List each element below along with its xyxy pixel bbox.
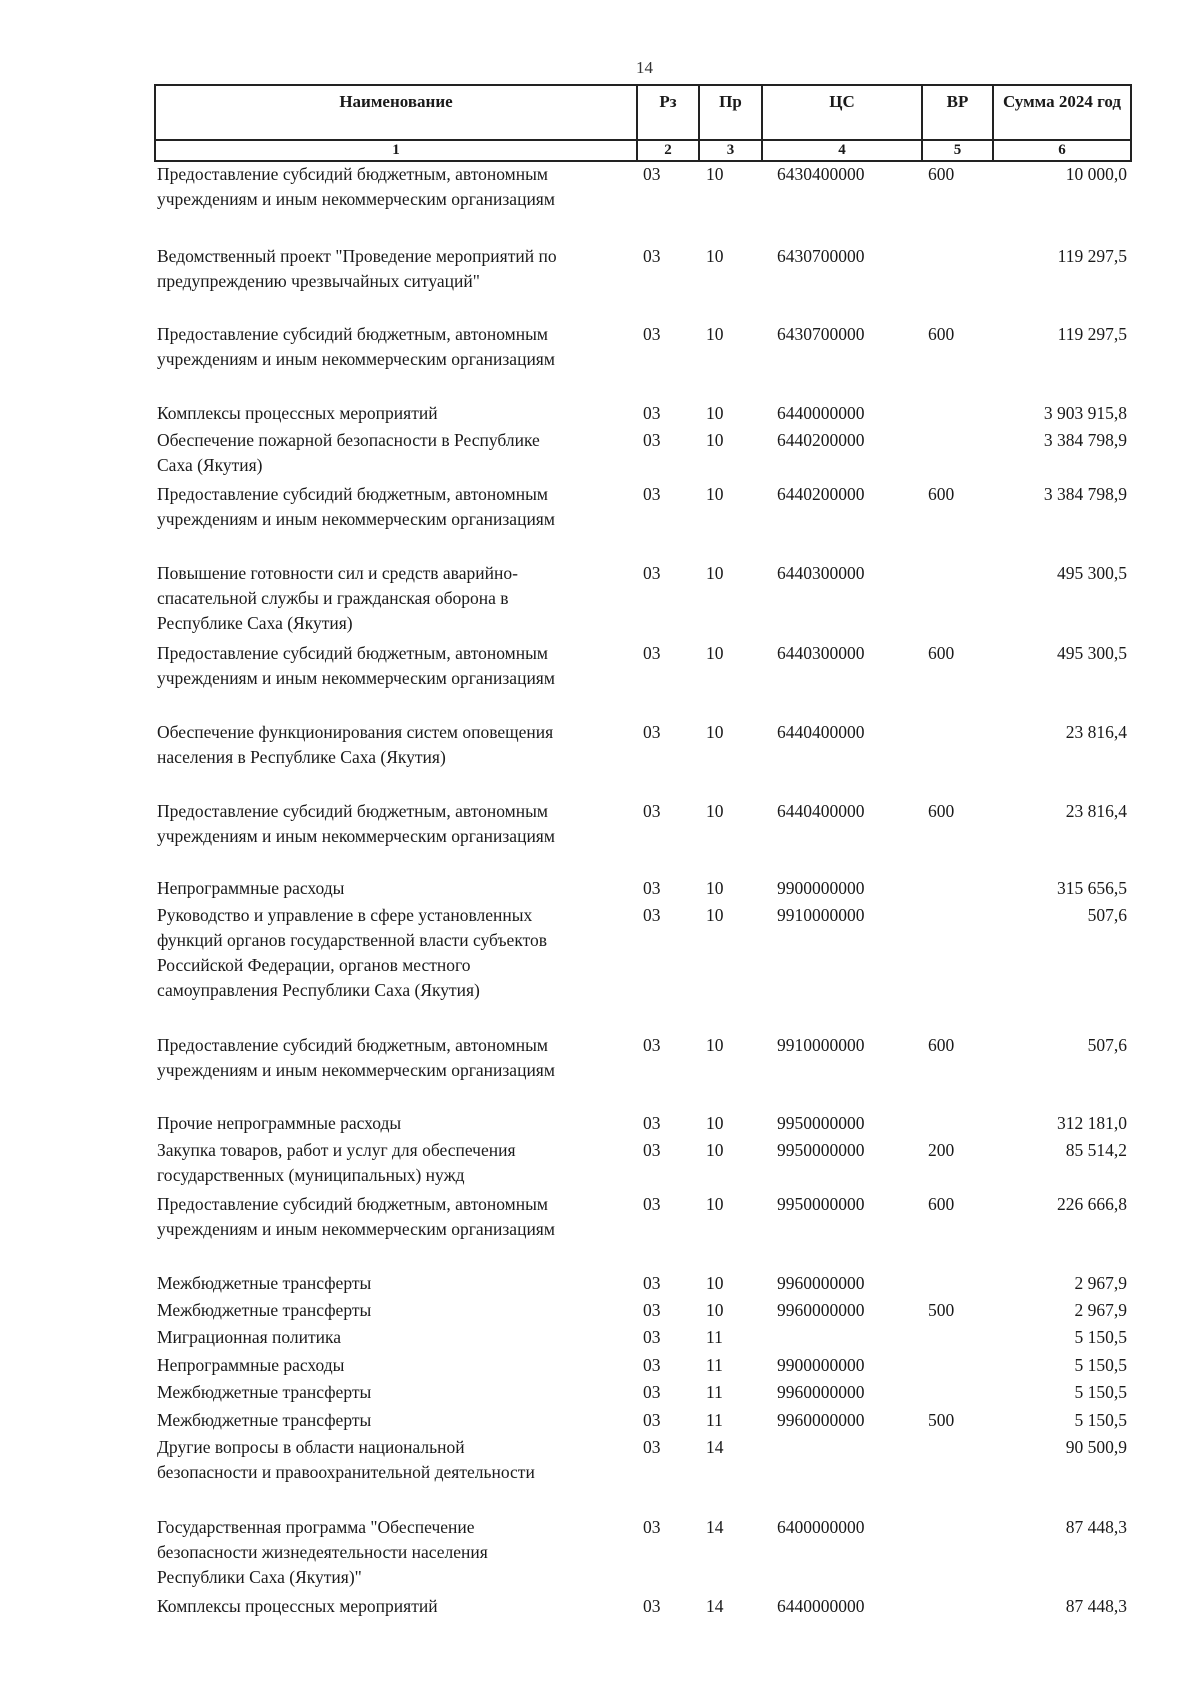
cell-sum: 23 816,4 xyxy=(1065,801,1127,821)
cell-sum: 2 967,9 xyxy=(1074,1273,1127,1293)
cell-cs: 6440200000 xyxy=(777,430,865,450)
cell-cs: 9900000000 xyxy=(777,878,865,898)
cell-rz: 03 xyxy=(643,1035,661,1055)
cell-name: Межбюджетные трансферты xyxy=(157,1273,372,1293)
cell-name: Непрограммные расходы xyxy=(157,878,345,898)
cell-name: Прочие непрограммные расходы xyxy=(157,1113,402,1133)
cell-vr: 600 xyxy=(928,484,955,504)
cell-name: Предоставление субсидий бюджетным, автономным учреждениям и иным некоммерческим организациям xyxy=(157,1035,555,1080)
cell-pr: 10 xyxy=(706,246,724,266)
cell-cs: 9960000000 xyxy=(777,1410,865,1430)
cell-cs: 9960000000 xyxy=(777,1273,865,1293)
cell-rz: 03 xyxy=(643,1113,661,1133)
cell-cs: 9950000000 xyxy=(777,1113,865,1133)
cell-cs: 6440400000 xyxy=(777,801,865,821)
cell-rz: 03 xyxy=(643,563,661,583)
cell-pr: 10 xyxy=(706,563,724,583)
cell-sum: 5 150,5 xyxy=(1074,1327,1127,1347)
cell-name: Обеспечение пожарной безопасности в Республике Саха (Якутия) xyxy=(157,430,540,475)
cell-cs: 6430700000 xyxy=(777,324,865,344)
cell-rz: 03 xyxy=(643,801,661,821)
cell-name: Закупка товаров, работ и услуг для обеспечения государственных (муниципальных) нужд xyxy=(157,1140,516,1185)
cell-sum: 5 150,5 xyxy=(1074,1382,1127,1402)
cell-pr: 14 xyxy=(706,1517,724,1537)
cell-pr: 10 xyxy=(706,878,724,898)
cell-rz: 03 xyxy=(643,164,661,184)
cell-pr: 14 xyxy=(706,1596,724,1616)
col-number-4: 4 xyxy=(762,140,922,161)
cell-cs: 9950000000 xyxy=(777,1140,865,1160)
cell-pr: 10 xyxy=(706,1140,724,1160)
cell-name: Повышение готовности сил и средств аварийно- спасательной службы и гражданская оборона в Республике Саха (Якутия) xyxy=(157,563,518,633)
cell-cs: 6440200000 xyxy=(777,484,865,504)
page-number: 14 xyxy=(636,58,653,77)
cell-name: Обеспечение функционирования систем оповещения населения в Республике Саха (Якутия) xyxy=(157,722,554,767)
cell-cs: 9960000000 xyxy=(777,1300,865,1320)
cell-rz: 03 xyxy=(643,430,661,450)
cell-pr: 10 xyxy=(706,1035,724,1055)
cell-cs: 9900000000 xyxy=(777,1355,865,1375)
cell-sum: 5 150,5 xyxy=(1074,1355,1127,1375)
cell-rz: 03 xyxy=(643,643,661,663)
cell-cs: 6430700000 xyxy=(777,246,865,266)
cell-vr: 600 xyxy=(928,801,955,821)
cell-cs: 9960000000 xyxy=(777,1382,865,1402)
cell-pr: 10 xyxy=(706,484,724,504)
cell-cs: 6400000000 xyxy=(777,1517,865,1537)
col-header-pr: Пр xyxy=(699,85,762,140)
cell-name: Миграционная политика xyxy=(157,1327,342,1347)
cell-rz: 03 xyxy=(643,1327,661,1347)
col-number-2: 2 xyxy=(637,140,699,161)
cell-sum: 495 300,5 xyxy=(1057,563,1127,583)
cell-rz: 03 xyxy=(643,1355,661,1375)
col-header-cs: ЦС xyxy=(762,85,922,140)
cell-name: Предоставление субсидий бюджетным, автономным учреждениям и иным некоммерческим организациям xyxy=(157,1194,555,1239)
cell-rz: 03 xyxy=(643,1194,661,1214)
cell-vr: 600 xyxy=(928,1035,955,1055)
col-header-sum: Сумма 2024 год xyxy=(993,85,1131,140)
cell-sum: 3 384 798,9 xyxy=(1043,484,1127,504)
cell-cs: 6440400000 xyxy=(777,722,865,742)
cell-name: Комплексы процессных мероприятий xyxy=(157,1596,438,1616)
cell-rz: 03 xyxy=(643,1140,661,1160)
cell-name: Комплексы процессных мероприятий xyxy=(157,403,438,423)
cell-pr: 10 xyxy=(706,403,724,423)
col-header-rz: Рз xyxy=(637,85,699,140)
cell-vr: 500 xyxy=(928,1410,955,1430)
cell-rz: 03 xyxy=(643,1382,661,1402)
cell-cs: 9950000000 xyxy=(777,1194,865,1214)
cell-pr: 10 xyxy=(706,801,724,821)
cell-name: Межбюджетные трансферты xyxy=(157,1300,372,1320)
cell-sum: 495 300,5 xyxy=(1057,643,1127,663)
cell-rz: 03 xyxy=(643,1410,661,1430)
cell-pr: 11 xyxy=(706,1327,723,1347)
cell-pr: 10 xyxy=(706,1300,724,1320)
cell-pr: 11 xyxy=(706,1382,723,1402)
cell-vr: 200 xyxy=(928,1140,955,1160)
col-header-vr: ВР xyxy=(922,85,993,140)
cell-sum: 119 297,5 xyxy=(1057,324,1127,344)
col-number-1: 1 xyxy=(155,140,637,161)
cell-rz: 03 xyxy=(643,246,661,266)
cell-vr: 600 xyxy=(928,324,955,344)
cell-name: Межбюджетные трансферты xyxy=(157,1410,372,1430)
cell-pr: 10 xyxy=(706,1273,724,1293)
cell-sum: 315 656,5 xyxy=(1057,878,1127,898)
cell-name: Руководство и управление в сфере установленных функций органов государственной власти субъектов Российской Федерации, органов местного самоуправления Республики Саха (Якутия) xyxy=(157,905,548,1000)
cell-name: Предоставление субсидий бюджетным, автономным учреждениям и иным некоммерческим организациям xyxy=(157,164,555,209)
cell-pr: 10 xyxy=(706,164,724,184)
cell-rz: 03 xyxy=(643,722,661,742)
cell-pr: 10 xyxy=(706,905,724,925)
cell-pr: 10 xyxy=(706,430,724,450)
cell-sum: 5 150,5 xyxy=(1074,1410,1127,1430)
col-number-3: 3 xyxy=(699,140,762,161)
cell-name: Государственная программа "Обеспечение безопасности жизнедеятельности населения Республики Саха (Якутия)" xyxy=(157,1517,488,1587)
cell-sum: 507,6 xyxy=(1087,905,1127,925)
cell-rz: 03 xyxy=(643,878,661,898)
cell-vr: 600 xyxy=(928,1194,955,1214)
cell-vr: 500 xyxy=(928,1300,955,1320)
cell-rz: 03 xyxy=(643,905,661,925)
cell-pr: 10 xyxy=(706,324,724,344)
cell-rz: 03 xyxy=(643,1273,661,1293)
cell-rz: 03 xyxy=(643,1596,661,1616)
cell-cs: 6440300000 xyxy=(777,643,865,663)
cell-sum: 87 448,3 xyxy=(1065,1596,1127,1616)
cell-name: Предоставление субсидий бюджетным, автономным учреждениям и иным некоммерческим организациям xyxy=(157,324,555,369)
cell-sum: 226 666,8 xyxy=(1057,1194,1127,1214)
cell-vr: 600 xyxy=(928,643,955,663)
cell-pr: 10 xyxy=(706,722,724,742)
cell-cs: 6440000000 xyxy=(777,1596,865,1616)
cell-sum: 3 903 915,8 xyxy=(1043,403,1127,423)
cell-pr: 11 xyxy=(706,1355,723,1375)
cell-rz: 03 xyxy=(643,1517,661,1537)
cell-name: Непрограммные расходы xyxy=(157,1355,345,1375)
cell-pr: 10 xyxy=(706,1113,724,1133)
cell-pr: 10 xyxy=(706,643,724,663)
cell-sum: 3 384 798,9 xyxy=(1043,430,1127,450)
cell-rz: 03 xyxy=(643,484,661,504)
cell-name: Предоставление субсидий бюджетным, автономным учреждениям и иным некоммерческим организациям xyxy=(157,484,555,529)
cell-cs: 6430400000 xyxy=(777,164,865,184)
cell-name: Предоставление субсидий бюджетным, автономным учреждениям и иным некоммерческим организациям xyxy=(157,643,555,688)
cell-name: Предоставление субсидий бюджетным, автономным учреждениям и иным некоммерческим организациям xyxy=(157,801,555,846)
cell-sum: 90 500,9 xyxy=(1065,1437,1127,1457)
col-number-5: 5 xyxy=(922,140,993,161)
cell-name: Ведомственный проект "Проведение мероприятий по предупреждению чрезвычайных ситуаций" xyxy=(157,246,557,291)
cell-name: Другие вопросы в области национальной безопасности и правоохранительной деятельности xyxy=(157,1437,535,1482)
cell-cs: 6440300000 xyxy=(777,563,865,583)
cell-sum: 10 000,0 xyxy=(1065,164,1127,184)
cell-pr: 11 xyxy=(706,1410,723,1430)
cell-rz: 03 xyxy=(643,1437,661,1457)
cell-sum: 507,6 xyxy=(1087,1035,1127,1055)
cell-pr: 14 xyxy=(706,1437,724,1457)
cell-cs: 9910000000 xyxy=(777,1035,865,1055)
cell-vr: 600 xyxy=(928,164,955,184)
cell-rz: 03 xyxy=(643,1300,661,1320)
cell-rz: 03 xyxy=(643,403,661,423)
cell-sum: 85 514,2 xyxy=(1065,1140,1127,1160)
cell-rz: 03 xyxy=(643,324,661,344)
col-number-6: 6 xyxy=(993,140,1131,161)
cell-sum: 119 297,5 xyxy=(1057,246,1127,266)
cell-cs: 6440000000 xyxy=(777,403,865,423)
cell-sum: 2 967,9 xyxy=(1074,1300,1127,1320)
cell-cs: 9910000000 xyxy=(777,905,865,925)
cell-sum: 87 448,3 xyxy=(1065,1517,1127,1537)
cell-name: Межбюджетные трансферты xyxy=(157,1382,372,1402)
cell-pr: 10 xyxy=(706,1194,724,1214)
cell-sum: 312 181,0 xyxy=(1057,1113,1127,1133)
col-header-name: Наименование xyxy=(155,85,637,140)
cell-sum: 23 816,4 xyxy=(1065,722,1127,742)
